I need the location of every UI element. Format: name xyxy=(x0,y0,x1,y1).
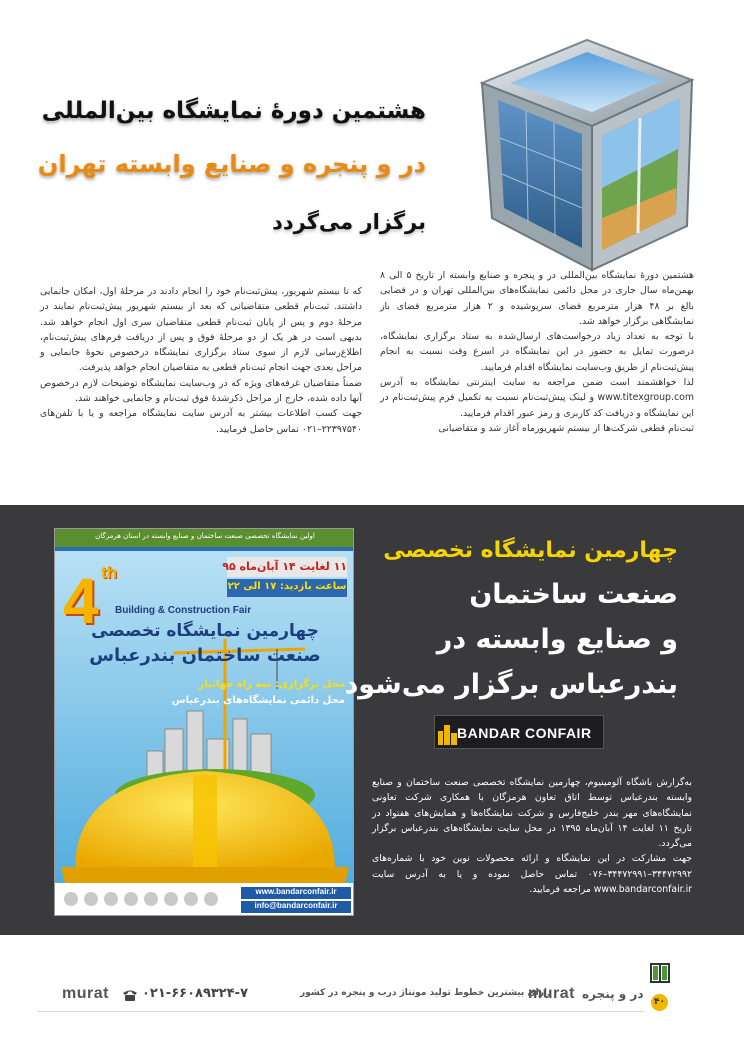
phone-icon xyxy=(122,989,138,1001)
poster-email: info@bandarconfair.ir xyxy=(254,901,338,910)
page-footer xyxy=(0,935,744,1053)
paragraph: با توجه به تعداد زیاد درخواست‌های ارسال‌شده به ستاد برگزاری نمایشگاه، درصورت تمایل به حضور در این نمایشگاه در اسرع وقت نسبت به انجام پیش‌ثبت‌نام از طریق وب‌سایت نمایشگاه اقدام فرمایید. xyxy=(380,331,694,373)
paragraph: جهت مشارکت در این نمایشگاه و ارائه محصولات نوین خود با شماره‌های ۳۴۴۷۲۹۹۲–۳۴۴۷۲۹۹۱–۰۷۶ تماس حاصل نموده و یا به آدرس سایت www.bandarconfair.ir مراجعه فرمایید. xyxy=(372,853,692,896)
dark-article-text xyxy=(372,775,692,897)
murat-logo-right: murat xyxy=(528,985,575,1002)
dark-heading-line4: بندرعباس برگزار می‌شود xyxy=(344,669,678,700)
footer-phone: ۰۲۱-۶۶۰۸۹۳۲۴-۷ xyxy=(142,986,249,1001)
poster-date: ۱۱ لغایت ۱۴ آبان‌ماه ۹۵ xyxy=(222,560,347,573)
window-logo-icon xyxy=(650,963,670,983)
city-skyline-icon xyxy=(438,721,458,745)
poster-fair-english: Building & Construction Fair xyxy=(115,605,252,616)
poster-fa-line1: چهارمین نمایشگاه تخصصی xyxy=(91,621,319,641)
window-cube-image xyxy=(452,38,702,273)
article-column-right xyxy=(380,268,694,436)
dark-heading-line3: و صنایع وابسته در xyxy=(436,624,678,655)
article-top xyxy=(0,0,744,505)
paragraph: ثبت‌نام قطعی شرکت‌ها از بیستم شهریورماه آغاز شد و متقاضیانی xyxy=(438,422,694,434)
fair-poster xyxy=(54,528,354,916)
dark-heading-line1: چهارمین نمایشگاه تخصصی xyxy=(383,538,678,563)
main-headline-line1: هشتمین دورهٔ نمایشگاه بین‌المللی xyxy=(41,98,426,124)
dark-heading-line2: صنعت ساختمان xyxy=(469,579,678,610)
main-headline-line3: برگزار می‌گردد xyxy=(272,210,426,234)
paragraph: به‌گزارش باشگاه آلومینیوم، چهارمین نمایشگاه تخصصی صنعت ساختمان و صنایع وابسته بندرعباس توسط اتاق تعاون هرمزگان با همکاری شرکت تعاونی نمایشگاه‌های مهر بندر خلیج‌فارس و شرکت نمایشگاه‌ها و همایش‌های هفتواد در تاریخ ۱۱ لغایت ۱۴ آبان‌ماه ۱۳۹۵ در محل سایت نمایشگاه‌های بندرعباس برگزار می‌گردد. xyxy=(372,777,692,850)
footer-divider xyxy=(38,1011,644,1012)
paragraph: لذا خواهشمند است ضمن مراجعه به سایت اینترنتی نمایشگاه به آدرس www.titexgroup.com و لینک پیش‌ثبت‌نام نسبت به تکمیل فرم پیش‌ثبت‌نام در این نمایشگاه و دریافت کد کاربری و رمز عبور اقدام فرمایید. xyxy=(380,377,694,419)
paragraph: جهت کسب اطلاعات بیشتر به آدرس سایت نمایشگاه مراجعه و یا با تلفن‌های ۲۲۳۹۷۵۴۰–۰۲۱ تماس حاصل فرمایید. xyxy=(40,408,362,435)
poster-venue-line2: محل دائمی نمایشگاه‌های بندرعباس xyxy=(171,695,345,706)
poster-venue-line1: محل برگزاری: سه راه جهانبار xyxy=(198,679,345,690)
paragraph: ضمناً متقاضیان غرفه‌های ویژه که در وب‌سایت نمایشگاه توضیحات لازم درخصوص آنها داده شده، خارج از مراحل ذکرشدهٔ فوق ثبت‌نام و جانمایی خواهند شد. xyxy=(40,377,362,405)
logo-text: BANDAR CONFAIR xyxy=(457,725,592,741)
paragraph: که تا بیستم شهریور، پیش‌ثبت‌نام خود را انجام دادند در مرحلهٔ اول، امکان جانمایی داشتند. ثبت‌نام قطعی متقاضیانی که بعد از بیستم شهریور پیش‌ثبت‌نام نمایند در مرحلهٔ دوم و پس از پایان ثبت‌نام قطعی متقاضیان سری اول انجام خواهد شد. بدیهی است در هر یک از دو مرحلهٔ فوق و پس از دریافت فرم‌های پیش‌ثبت‌نام، اطلاع‌رسانی لازم از سوی ستاد برگزاری نمایشگاه درخصوص نحوهٔ جانمایی و مراحل بعدی جهت انجام ثبت‌نام قطعی به متقاضیان انجام خواهد پذیرفت. xyxy=(40,286,362,374)
paragraph: هشتمین دورهٔ نمایشگاه بین‌المللی در و پنجره و صنایع وابسته از تاریخ ۵ الی ۸ بهمن‌ماه سال جاری در محل دائمی نمایشگاه‌های بین‌المللی تهران و در فضایی بالغ بر ۴۸ هزار مترمربع فضای سرپوشیده و ۲ هزار مترمربع فضای باز نمایشگاهی برگزار خواهد شد. xyxy=(380,270,694,327)
poster-number-suffix: th xyxy=(101,563,118,582)
poster-top-strip: اولین نمایشگاه تخصصی صنعت ساختمان و صنایع وابسته در استان هرمزگان xyxy=(95,532,315,540)
magazine-brand: در و پنجره xyxy=(582,987,644,1001)
poster-website: www.bandarconfair.ir xyxy=(255,887,337,896)
poster-hours: ساعت بازدید: ۱۷ الی ۲۲ xyxy=(227,581,347,592)
poster-number: 4 xyxy=(63,565,99,637)
bandar-confair-logo xyxy=(434,715,604,749)
page-number: ۴۰ xyxy=(651,994,668,1011)
footer-slogan: دارای بیشترین خطوط تولید مونتاژ درب و پنجره در کشور xyxy=(300,988,552,998)
main-headline-line2: در و پنجره و صنایع وابسته تهران xyxy=(37,150,426,178)
poster-fa-line2: صنعت ساختمان بندرعباس xyxy=(89,645,321,666)
article-dark xyxy=(0,505,744,935)
article-column-left xyxy=(40,284,362,437)
murat-logo-left: murat xyxy=(62,985,109,1002)
